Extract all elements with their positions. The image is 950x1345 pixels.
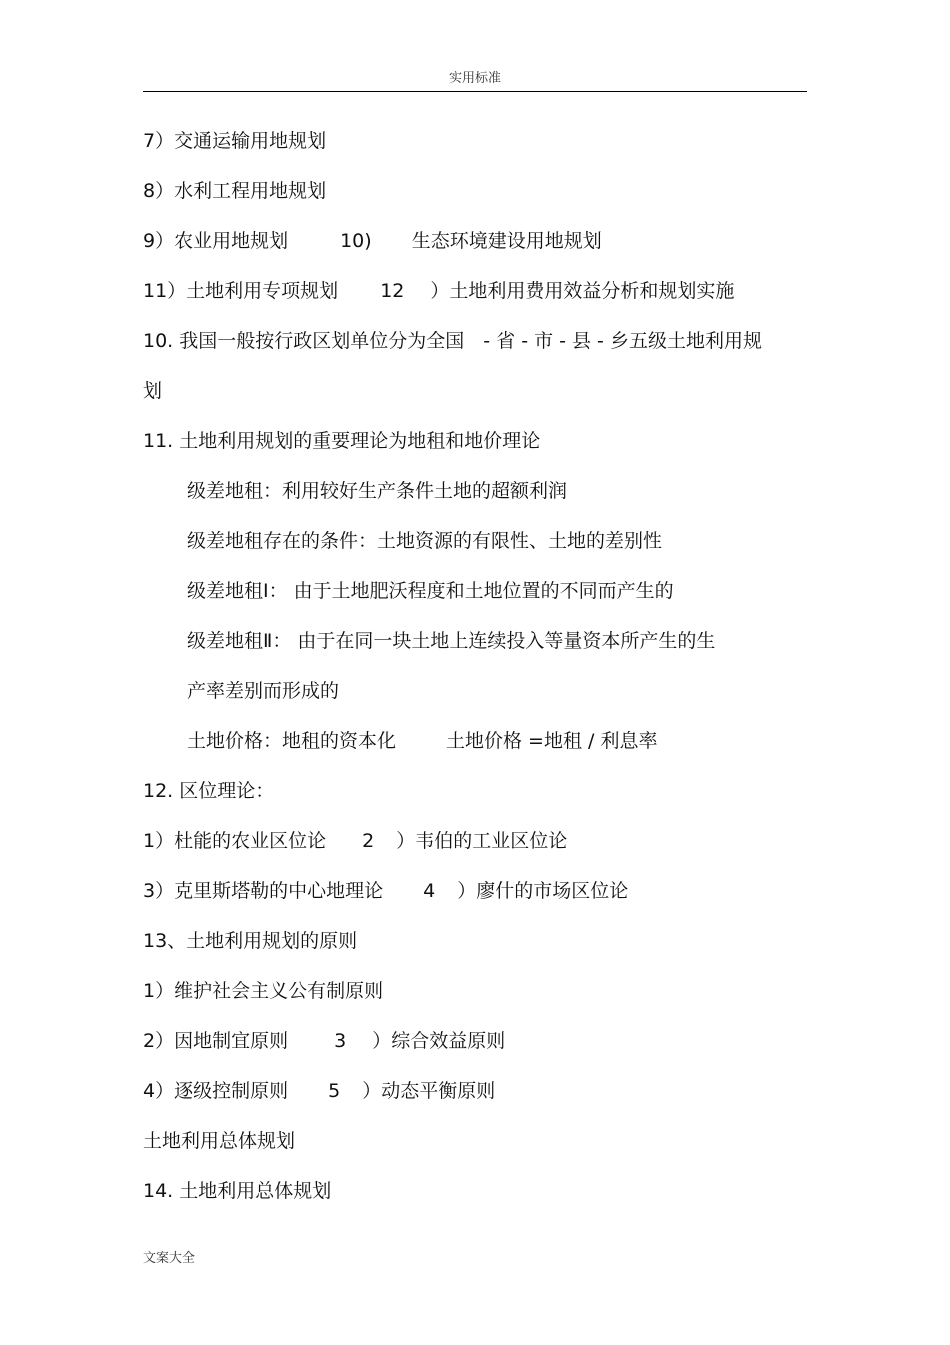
text-line: 划 — [143, 380, 163, 402]
text-segment: ）廖什的市场区位论 — [457, 880, 629, 902]
text-line: 1）维护社会主义公有制原则 — [143, 980, 384, 1002]
text-line: 级差地租Ⅱ： 由于在同一块土地上连续投入等量资本所产生的生 — [187, 630, 716, 652]
text-segment: ）动态平衡原则 — [362, 1080, 496, 1102]
text-segment: ）综合效益原则 — [372, 1030, 506, 1052]
text-segment: ）韦伯的工业区位论 — [396, 830, 568, 852]
text-line: 8）水利工程用地规划 — [143, 180, 327, 202]
text-line: 11. 土地利用规划的重要理论为地租和地价理论 — [143, 430, 541, 452]
text-segment: 4 — [423, 880, 436, 902]
header-divider — [143, 91, 807, 92]
text-segment: 土地价格：地租的资本化 — [187, 730, 397, 752]
page-footer: 文案大全 — [143, 1251, 196, 1266]
text-line: 级差地租：利用较好生产条件土地的超额利润 — [187, 480, 568, 502]
text-line: 产率差别而形成的 — [187, 680, 340, 702]
text-segment: 4）逐级控制原则 — [143, 1080, 289, 1102]
text-segment: ）土地利用费用效益分析和规划实施 — [430, 280, 735, 302]
text-segment: 5 — [328, 1080, 341, 1102]
text-segment: 3 — [334, 1030, 347, 1052]
text-line: 10. 我国一般按行政区划单位分为全国 - 省 - 市 - 县 - 乡五级土地利用规 — [143, 330, 762, 352]
text-line — [143, 229, 602, 253]
text-line: 14. 土地利用总体规划 — [143, 1180, 332, 1202]
text-line: 13、土地利用规划的原则 — [143, 930, 358, 952]
text-line — [143, 1029, 505, 1053]
text-line — [143, 879, 628, 903]
text-line: 级差地租Ⅰ： 由于土地肥沃程度和土地位置的不同而产生的 — [187, 580, 674, 602]
text-segment: 10) — [340, 230, 372, 252]
text-segment: 生态环境建设用地规划 — [411, 230, 602, 252]
text-segment: 1）杜能的农业区位论 — [143, 830, 327, 852]
text-line — [143, 829, 567, 853]
page-header: 实用标准 — [448, 71, 501, 86]
text-line: 土地利用总体规划 — [143, 1130, 296, 1152]
text-segment: 3）克里斯塔勒的中心地理论 — [143, 880, 384, 902]
text-segment: 土地价格 =地租 / 利息率 — [446, 730, 658, 752]
text-segment: 12 — [380, 280, 405, 302]
text-line: 级差地租存在的条件：土地资源的有限性、土地的差别性 — [187, 530, 663, 552]
text-line — [143, 279, 734, 303]
text-line — [187, 729, 657, 753]
text-line: 7）交通运输用地规划 — [143, 130, 327, 152]
text-segment: 11）土地利用专项规划 — [143, 280, 339, 302]
text-segment: 9）农业用地规划 — [143, 230, 289, 252]
text-line: 12. 区位理论： — [143, 780, 275, 802]
text-line — [143, 1079, 495, 1103]
text-segment: 2）因地制宜原则 — [143, 1030, 289, 1052]
text-segment: 2 — [362, 830, 375, 852]
